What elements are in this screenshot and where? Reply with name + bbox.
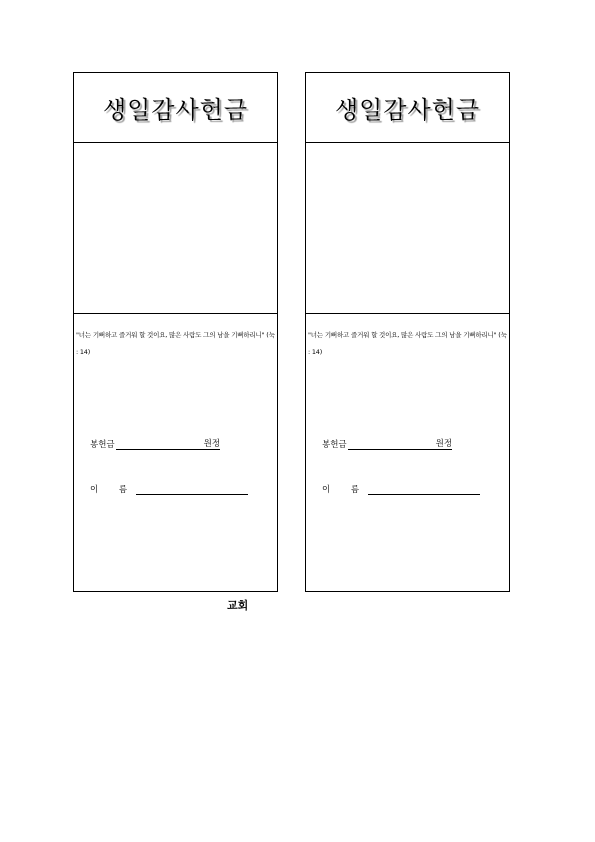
envelope-title: 생일감사헌금: [334, 96, 481, 124]
envelope-title: 생일감사헌금: [102, 96, 249, 124]
offering-amount-row: [322, 437, 452, 450]
offering-envelope-left: [73, 72, 278, 592]
title-box: [306, 73, 509, 143]
amount-field[interactable]: [348, 440, 436, 450]
amount-unit: 원정: [435, 439, 453, 449]
church-label: 교회: [227, 599, 249, 612]
amount-field[interactable]: [116, 440, 204, 450]
name-row: [322, 483, 480, 495]
blank-area: [306, 143, 509, 314]
title-box: [74, 73, 277, 143]
offering-amount-row: [90, 437, 220, 450]
name-field[interactable]: [136, 485, 248, 495]
bible-verse: "너는 기뻐하고 즐거워 할 것이요, 많은 사람도 그의 남을 기뻐하리니" (눅 : 14): [308, 331, 507, 356]
offering-envelope-right: [305, 72, 510, 592]
name-row: [90, 483, 248, 495]
amount-label: 봉헌금: [90, 440, 115, 450]
name-label: 이 름: [322, 485, 369, 495]
bible-verse: "너는 기뻐하고 즐거워 할 것이요, 많은 사람도 그의 남을 기뻐하리니" (눅 : 14): [76, 331, 275, 356]
name-field[interactable]: [368, 485, 480, 495]
amount-unit: 원정: [203, 439, 221, 449]
blank-area: [74, 143, 277, 314]
amount-label: 봉헌금: [322, 440, 347, 450]
name-label: 이 름: [90, 485, 137, 495]
